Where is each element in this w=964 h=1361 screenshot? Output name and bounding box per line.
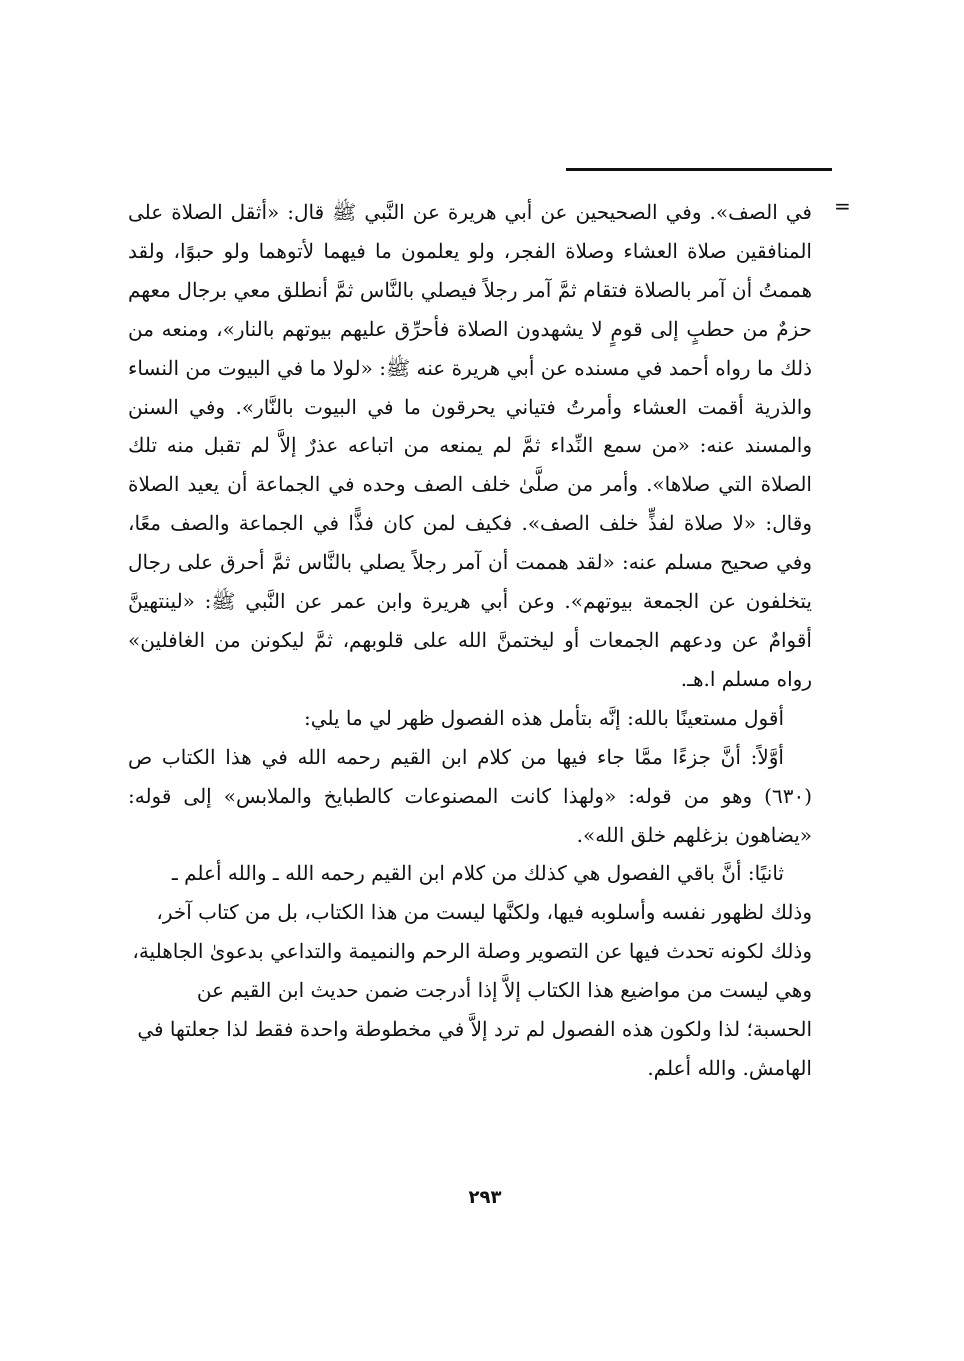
- footnote-paragraph-first-point: أوَّلاً: أنَّ جزءًا ممَّا جاء فيها من كلام ابن القيم رحمه الله في هذا الكتاب ص (٦٣٠) وهو من قوله: «ولهذا كانت المصنوعات كالطبايخ والملابس» إلى قوله: «يضاهون بزغلهم خلق الله».: [128, 744, 812, 847]
- footnote-text: [128, 193, 812, 1088]
- footnote-paragraph-intro: أقول مستعينًا بالله: إنَّه بتأمل هذه الفصول ظهر لي ما يلي:: [303, 705, 784, 730]
- footnote-paragraph-second-point: ثانيًا: أنَّ باقي الفصول هي كذلك من كلام ابن القيم رحمه الله ـ والله أعلم ـ وذلك لظهور نفسه وأسلوبه فيها، ولكنَّها ليست من هذا الكتاب، بل من كتاب آخر، وذلك لكونه تحدث فيها عن التصوير وصلة الرحم والنميمة والتداعي بدعوىٰ الجاهلية، وهي ليست من مواضيع هذا الكتاب إلاَّ إذا أدرجت ضمن حديث ابن القيم عن الحسبة؛ لذا ولكون هذه الفصول لم ترد إلاَّ في مخطوطة واحدة فقط لذا جعلتها في الهامش. والله أعلم.: [132, 861, 812, 1080]
- continuation-marker: =: [834, 194, 851, 218]
- footnote-paragraph-hadith: في الصف». وفي الصحيحين عن أبي هريرة عن النَّبي ﷺ قال: «أثقل الصلاة على المنافقين صلاة العشاء وصلاة الفجر، ولو يعلمون ما فيهما لأتوهما ولو حبوًا، ولقد هممتُ أن آمر بالصلاة فتقام ثمَّ آمر رجلاً فيصلي بالنَّاس ثمَّ أنطلق معي برجال معهم حزمٌ من حطبٍ إلى قومٍ لا يشهدون الصلاة فأحرِّق عليهم بيوتهم بالنار»، ومنعه من ذلك ما رواه أحمد في مسنده عن أبي هريرة عنه ﷺ: «لولا ما في البيوت من النساء والذرية أقمت العشاء وأمرتُ فتياني يحرقون ما في البيوت بالنَّار». وفي السنن والمسند عنه: «من سمع النِّداء ثمَّ لم يمنعه من اتباعه عذرٌ إلاَّ لم تقبل منه تلك الصلاة التي صلاها». وأمر من صلَّىٰ خلف الصف وحده في الجماعة أن يعيد الصلاة وقال: «لا صلاة لفذٍّ خلف الصف». فكيف لمن كان فذًّا في الجماعة والصف معًا، وفي صحيح مسلم عنه: «لقد هممت أن آمر رجلاً يصلي بالنَّاس ثمَّ أحرق على رجال يتخلفون عن الجمعة بيوتهم». وعن أبي هريرة وابن عمر عن النَّبي ﷺ: «لينتهينَّ أقوامٌ عن ودعهم الجمعات أو ليختمنَّ الله على قلوبهم، ثمَّ ليكونن من الغافلين» رواه مسلم ا.هـ.: [128, 200, 813, 691]
- page-number: ٢٩٣: [468, 1187, 502, 1208]
- footnote-separator-rule: [566, 168, 832, 171]
